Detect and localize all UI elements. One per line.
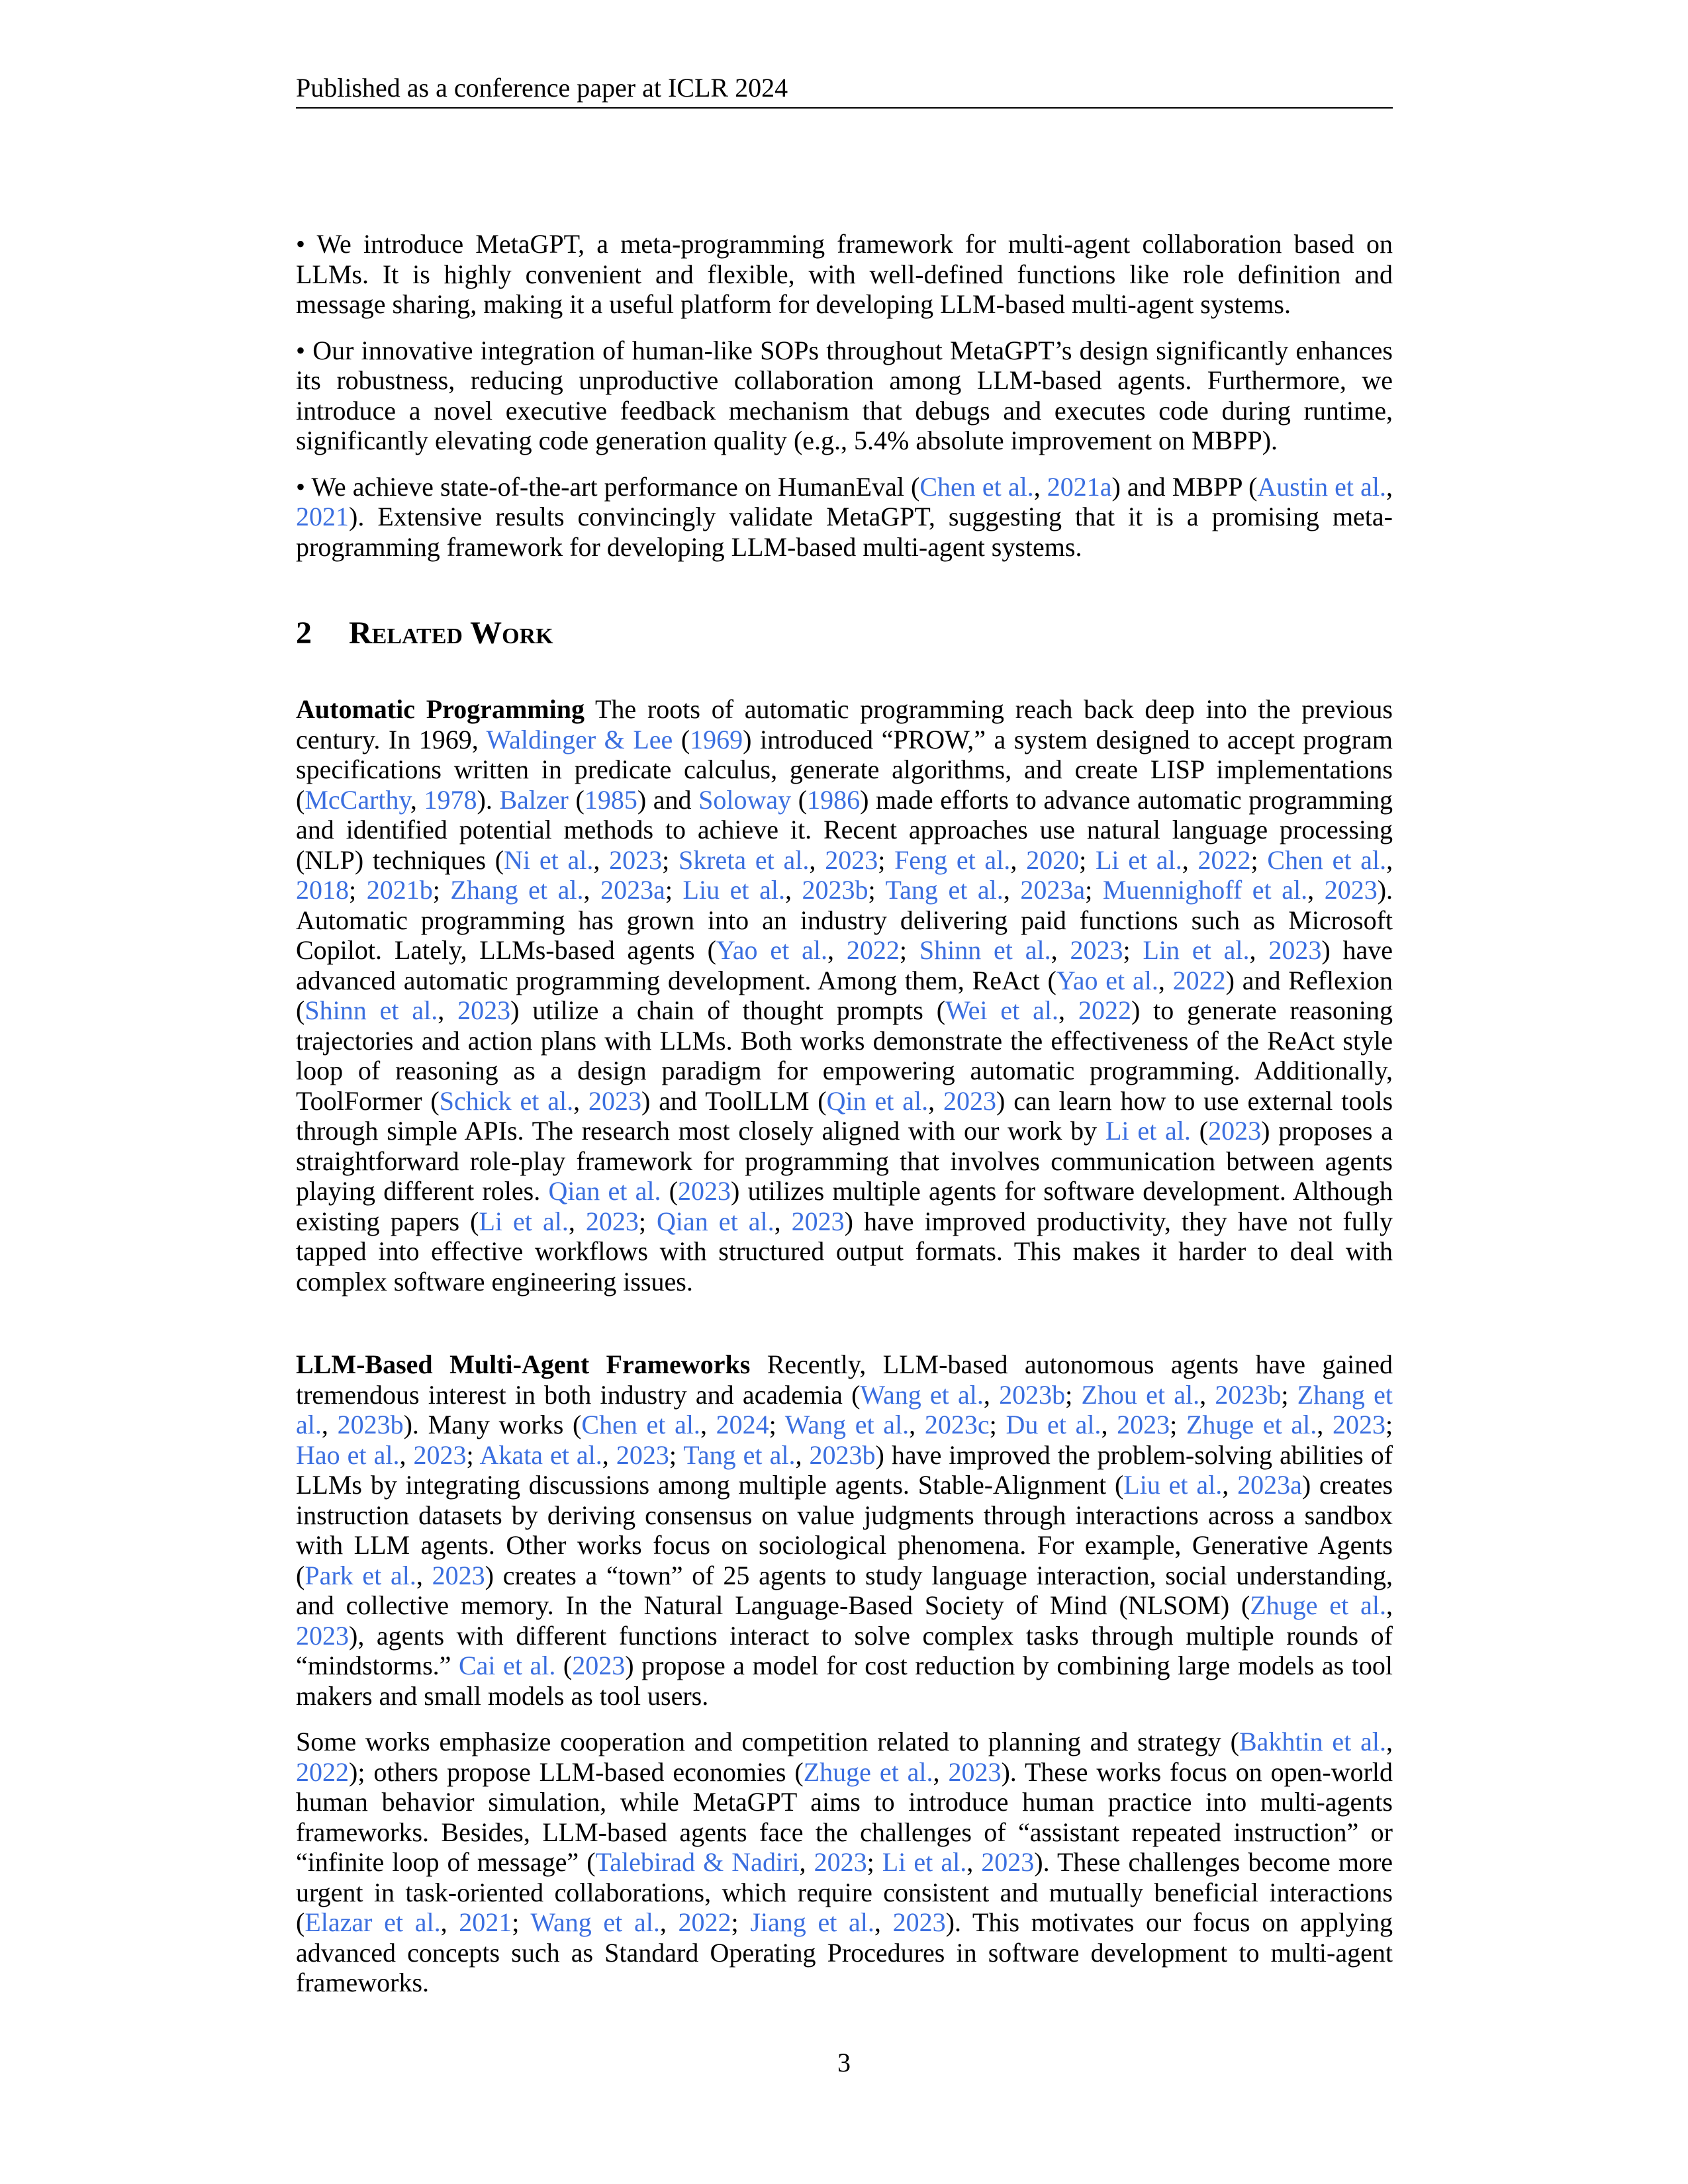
text-run: , bbox=[1010, 844, 1027, 875]
text-run: ) utilizes multiple agents for software development. Although existing papers ( bbox=[296, 1176, 1393, 1236]
citation-link[interactable]: 2022 bbox=[846, 935, 900, 965]
text-run: , bbox=[809, 844, 825, 875]
citation-link[interactable]: 2021 bbox=[459, 1907, 512, 1937]
citation-link[interactable]: 2023 bbox=[585, 1206, 639, 1236]
text-run: , bbox=[399, 1439, 414, 1470]
text-run: ( bbox=[568, 784, 585, 815]
text-run: , bbox=[1249, 935, 1269, 965]
text-run: ) have advanced automatic programming development. Among them, ReAct ( bbox=[296, 935, 1393, 995]
citation-link[interactable]: Wei et al. bbox=[945, 995, 1059, 1025]
citation-link[interactable]: Zhuge et al. bbox=[803, 1756, 933, 1787]
citation-link[interactable]: 2023 bbox=[1332, 1410, 1385, 1439]
text-run: ; bbox=[665, 875, 683, 905]
text-run: , bbox=[1158, 965, 1173, 995]
citation-link[interactable]: 2023 bbox=[791, 1206, 845, 1236]
text-run: ), agents with different functions interact to solve complex tasks through multiple rounds of “mindstorms.” bbox=[296, 1620, 1393, 1680]
citation-link[interactable]: Talebirad & Nadiri bbox=[595, 1847, 800, 1877]
citation-link[interactable]: Tang et al. bbox=[885, 875, 1004, 905]
text-run: , bbox=[593, 844, 610, 875]
text-run: , bbox=[438, 995, 458, 1025]
text-run: ( bbox=[791, 784, 808, 815]
citation-link[interactable]: Skreta et al. bbox=[678, 844, 810, 875]
text-run: ) introduced “PROW,” a system designed to accept program specifications written in predicate calculus, generate algorithms, and create LISP implementations ( bbox=[296, 724, 1393, 815]
citation-link[interactable]: Li et al. bbox=[882, 1847, 967, 1877]
text-run: ; bbox=[878, 844, 895, 875]
citation-link[interactable]: Muennighoff et al. bbox=[1102, 875, 1308, 905]
citation-link[interactable]: Elazar et al. bbox=[305, 1907, 441, 1937]
text-run: ) creates instruction datasets by deriving consensus on value judgments through interactions across a sandbox with LLM agents. Other works focus on sociological phenomena. For example, Generative Agents ( bbox=[296, 1470, 1393, 1590]
citation-link[interactable]: 2023 bbox=[943, 1085, 997, 1116]
citation-link[interactable]: Zhuge et al. bbox=[1186, 1410, 1317, 1439]
citation-link[interactable]: 2023a bbox=[1237, 1470, 1302, 1500]
text-run: ; bbox=[899, 935, 919, 965]
citation-link[interactable]: 2023 bbox=[825, 844, 878, 875]
text-run: ) and Reflexion ( bbox=[296, 965, 1393, 1025]
citation-link[interactable]: 2023 bbox=[1117, 1410, 1170, 1439]
citation-link[interactable]: Wang et al. bbox=[784, 1410, 910, 1439]
text-run: ). These challenges become more urgent in task-oriented collaborations, which require consistent and mutually beneficial interactions ( bbox=[296, 1847, 1393, 1937]
text-run: , bbox=[583, 875, 601, 905]
text-run: , bbox=[1222, 1470, 1238, 1500]
citation-link[interactable]: Yao et al. bbox=[1056, 965, 1158, 995]
text-run: , bbox=[1386, 1727, 1393, 1756]
citation-link[interactable]: 2023a bbox=[600, 875, 665, 905]
citation-link[interactable]: Zhang et al. bbox=[450, 875, 584, 905]
text-run: ) have improved productivity, they have not fully tapped into effective workflows with structured output formats. This makes it harder to deal with complex software engineering issues. bbox=[296, 1206, 1393, 1297]
text-run: , bbox=[774, 1206, 792, 1236]
citation-link[interactable]: 2021b bbox=[366, 875, 433, 905]
citation-link[interactable]: 1986 bbox=[807, 784, 861, 815]
text-run: ) can learn how to use external tools through simple APIs. The research most closely aligned with our work by bbox=[296, 1085, 1393, 1146]
citation-link[interactable]: 2023 bbox=[1324, 875, 1378, 905]
citation-link[interactable]: Du et al. bbox=[1006, 1410, 1102, 1439]
text-run: , bbox=[1386, 1590, 1393, 1620]
section-title: Related Work bbox=[349, 615, 553, 651]
citation-link[interactable]: 2023c bbox=[924, 1410, 990, 1439]
citation-link[interactable]: Qian et al. bbox=[657, 1206, 774, 1236]
citation-link[interactable]: Li et al. bbox=[1105, 1116, 1191, 1146]
citation-link[interactable]: Tang et al. bbox=[683, 1439, 796, 1470]
text-run: ; bbox=[1281, 1379, 1297, 1410]
text-run: ) made efforts to advance automatic programming and identified potential methods to achieve it. Recent approaches use natural language processing (NLP) techniques ( bbox=[296, 784, 1393, 875]
text-run: ) and bbox=[637, 784, 699, 815]
citation-link[interactable]: Akata et al. bbox=[479, 1439, 602, 1470]
text-run: , bbox=[1317, 1410, 1333, 1439]
citation-link[interactable]: Chen et al. bbox=[1267, 844, 1387, 875]
text-run: , bbox=[1307, 875, 1325, 905]
citation-link[interactable]: Qin et al. bbox=[826, 1085, 929, 1116]
text-run: ; bbox=[1123, 935, 1143, 965]
citation-link[interactable]: 2023b bbox=[809, 1439, 876, 1470]
text-run: ( bbox=[661, 1176, 679, 1206]
text-run: Recently, LLM-based autonomous agents have gained tremendous interest in both industry and academia ( bbox=[296, 1349, 1393, 1410]
citation-link[interactable]: Li et al. bbox=[1095, 844, 1182, 875]
text-run: ; bbox=[868, 875, 886, 905]
citation-link[interactable]: 1969 bbox=[690, 724, 743, 754]
paragraph-heading: LLM-Based Multi-Agent Frameworks bbox=[296, 1349, 751, 1379]
citation-link[interactable]: 2022 bbox=[1078, 995, 1131, 1025]
section-number: 2 bbox=[296, 615, 312, 651]
citation-link[interactable]: 2018 bbox=[296, 875, 349, 905]
citation-link[interactable]: Liu et al. bbox=[682, 875, 785, 905]
citation-link[interactable]: 2023b bbox=[802, 875, 868, 905]
citation-link[interactable]: 2023 bbox=[678, 1176, 731, 1206]
text-run: , bbox=[659, 1907, 679, 1937]
text-run: , bbox=[933, 1756, 949, 1787]
citation-link[interactable]: Cai et al. bbox=[458, 1651, 556, 1680]
citation-link[interactable]: 2022 bbox=[1172, 965, 1226, 995]
text-run: ; bbox=[466, 1439, 480, 1470]
citation-link[interactable]: 2022 bbox=[678, 1907, 731, 1937]
paragraph-multi-agent-frameworks bbox=[296, 1349, 1393, 1711]
citation-link[interactable]: 2023 bbox=[432, 1560, 485, 1590]
text-run: ; bbox=[432, 875, 451, 905]
text-run: ) propose a model for cost reduction by combining large models as tool makers and small models as tool users. bbox=[296, 1651, 1393, 1711]
text-run: ; bbox=[1085, 875, 1103, 905]
text-run: , bbox=[909, 1410, 925, 1439]
citation-link[interactable]: 2023 bbox=[588, 1085, 642, 1116]
text-run: ) creates a “town” of 25 agents to study language interaction, social understanding, and collective memory. In the Natural Language-Based Society of Mind (NLSOM) ( bbox=[296, 1560, 1393, 1620]
text-run: ( bbox=[1190, 1116, 1209, 1146]
text-run: ; bbox=[867, 1847, 882, 1877]
citation-link[interactable]: Liu et al. bbox=[1123, 1470, 1223, 1500]
text-run: ). This motivates our focus on applying advanced concepts such as Standard Operating Procedures in software development to multi-agent frameworks. bbox=[296, 1907, 1393, 1997]
text-run: ( bbox=[555, 1651, 573, 1680]
text-run: , bbox=[827, 935, 847, 965]
text-run: ; bbox=[512, 1907, 531, 1937]
contribution-3 bbox=[296, 472, 1393, 563]
citation-link[interactable]: 2023b bbox=[1215, 1379, 1282, 1410]
text-run: , bbox=[573, 1085, 589, 1116]
text-run: , bbox=[568, 1206, 586, 1236]
text-run: , bbox=[440, 1907, 459, 1937]
text-run: ). Extensive results convincingly validate MetaGPT, suggesting that it is a promising meta-programming framework for developing LLM-based multi-agent systems. bbox=[296, 502, 1393, 562]
text-run: , bbox=[321, 1410, 338, 1439]
citation-link[interactable]: 2023 bbox=[413, 1439, 467, 1470]
citation-link[interactable]: 1985 bbox=[584, 784, 637, 815]
text-run: ; bbox=[669, 1439, 684, 1470]
paragraph-automatic-programming bbox=[296, 694, 1393, 1297]
citation-link[interactable]: 2023b bbox=[999, 1379, 1066, 1410]
citation-link[interactable]: 2023 bbox=[572, 1651, 626, 1680]
citation-link[interactable]: 2023 bbox=[892, 1907, 946, 1937]
citation-link[interactable]: Lin et al. bbox=[1143, 935, 1250, 965]
citation-link[interactable]: 2023 bbox=[948, 1756, 1002, 1787]
text-run: , bbox=[1058, 995, 1078, 1025]
citation-link[interactable]: Zhuge et al. bbox=[1250, 1590, 1387, 1620]
text-run: , bbox=[1033, 471, 1047, 502]
citation-link[interactable]: Zhou et al. bbox=[1081, 1379, 1200, 1410]
text-run: ; bbox=[1385, 1410, 1393, 1439]
text-run: , bbox=[795, 1439, 810, 1470]
citation-link[interactable]: 2021 bbox=[296, 502, 349, 531]
running-header: Published as a conference paper at ICLR 2024 bbox=[296, 71, 1393, 109]
citation-link[interactable]: 2023 bbox=[609, 844, 663, 875]
text-run: , bbox=[928, 1085, 944, 1116]
text-run: , bbox=[602, 1439, 616, 1470]
text-run: ) proposes a straightforward role-play framework for programming that involves communication between agents playing different roles. bbox=[296, 1116, 1393, 1206]
text-run: ) to generate reasoning trajectories and action plans with LLMs. Both works demonstrate the effectiveness of the ReAct style loop of reasoning as a design paradigm for empowering automatic programming. Additionally, ToolFormer ( bbox=[296, 995, 1393, 1116]
text-run: ; bbox=[662, 844, 679, 875]
citation-link[interactable]: 2022 bbox=[296, 1756, 349, 1787]
citation-link[interactable]: 2023 bbox=[616, 1439, 669, 1470]
citation-link[interactable]: Chen et al. bbox=[581, 1410, 700, 1439]
citation-link[interactable]: Jiang et al. bbox=[750, 1907, 874, 1937]
citation-link[interactable]: Wang et al. bbox=[530, 1907, 660, 1937]
text-run: , bbox=[416, 1560, 432, 1590]
text-run: , bbox=[1386, 844, 1393, 875]
text-run: ; bbox=[1170, 1410, 1186, 1439]
citation-link[interactable]: Austin et al. bbox=[1257, 471, 1386, 502]
text-run: ). Many works ( bbox=[403, 1410, 582, 1439]
text-run: , bbox=[700, 1410, 716, 1439]
citation-link[interactable]: 2023 bbox=[1268, 935, 1322, 965]
text-run: ; bbox=[638, 1206, 657, 1236]
text-run: Some works emphasize cooperation and competition related to planning and strategy ( bbox=[296, 1727, 1239, 1756]
text-run: ; bbox=[1079, 844, 1096, 875]
text-run: ) and ToolLLM ( bbox=[641, 1085, 827, 1116]
citation-link[interactable]: Hao et al. bbox=[296, 1439, 400, 1470]
citation-link[interactable]: 2020 bbox=[1026, 844, 1080, 875]
text-run: , bbox=[983, 1379, 1000, 1410]
text-run: ( bbox=[673, 724, 690, 754]
citation-link[interactable]: 2022 bbox=[1197, 844, 1251, 875]
citation-link[interactable]: 2021a bbox=[1047, 471, 1112, 502]
text-run: ; bbox=[1250, 844, 1268, 875]
text-run: , bbox=[799, 1847, 814, 1877]
text-run: , bbox=[1051, 935, 1070, 965]
contribution-1: • We introduce MetaGPT, a meta-programming framework for multi-agent collaboration based on LLMs. It is highly convenient and flexible, with well-defined functions like role definition and message sharing, making it a useful platform for developing LLM-based multi-agent systems. bbox=[296, 229, 1393, 319]
citation-link[interactable]: Shinn et al. bbox=[919, 935, 1051, 965]
citation-link[interactable]: Ni et al. bbox=[504, 844, 594, 875]
citation-link[interactable]: Waldinger & Lee bbox=[486, 724, 673, 754]
citation-link[interactable]: 2023b bbox=[337, 1410, 404, 1439]
text-run: The roots of automatic programming reach back deep into the previous century. In 1969, bbox=[296, 694, 1393, 754]
text-run: ; bbox=[1065, 1379, 1082, 1410]
citation-link[interactable]: Park et al. bbox=[305, 1560, 416, 1590]
section-heading bbox=[296, 615, 1393, 652]
text-run: ; bbox=[731, 1907, 751, 1937]
citation-link[interactable]: 2023 bbox=[981, 1847, 1035, 1877]
text-run: , bbox=[1182, 844, 1198, 875]
text-run: • We achieve state-of-the-art performance on HumanEval ( bbox=[296, 471, 920, 502]
page-body bbox=[296, 229, 1393, 1998]
text-run: ). Automatic programming has grown into an industry delivering paid functions such as Microsoft Copilot. Lately, LLMs-based agents ( bbox=[296, 875, 1393, 965]
text-run: ). bbox=[477, 784, 500, 815]
citation-link[interactable]: Feng et al. bbox=[894, 844, 1011, 875]
text-run: , bbox=[1003, 875, 1021, 905]
citation-link[interactable]: 2024 bbox=[716, 1410, 769, 1439]
citation-link[interactable]: Schick et al. bbox=[439, 1085, 574, 1116]
text-run: , bbox=[1199, 1379, 1215, 1410]
citation-link[interactable]: 1978 bbox=[424, 784, 477, 815]
citation-link[interactable]: Zhang et al. bbox=[296, 1379, 1393, 1439]
citation-link[interactable]: 2023 bbox=[296, 1620, 349, 1651]
citation-link[interactable]: Bakhtin et al. bbox=[1239, 1727, 1386, 1756]
text-run: , bbox=[874, 1907, 893, 1937]
citation-link[interactable]: 2023 bbox=[814, 1847, 867, 1877]
text-run: , bbox=[1386, 471, 1393, 502]
text-run: ; bbox=[349, 875, 367, 905]
citation-link[interactable]: Wang et al. bbox=[860, 1379, 984, 1410]
citation-link[interactable]: Shinn et al. bbox=[305, 995, 438, 1025]
citation-link[interactable]: 2023 bbox=[1208, 1116, 1262, 1146]
text-run: , bbox=[784, 875, 802, 905]
text-run: , bbox=[966, 1847, 982, 1877]
text-run: ). These works focus on open-world human behavior simulation, while MetaGPT aims to introduce human practice into multi-agents frameworks. Besides, LLM-based agents face the challenges of “assistant repeated instruction” or “infinite loop of message” ( bbox=[296, 1756, 1393, 1877]
paragraph-heading: Automatic Programming bbox=[296, 694, 585, 724]
citation-link[interactable]: 2023a bbox=[1020, 875, 1086, 905]
text-run: ) have improved the problem-solving abilities of LLMs by integrating discussions among multiple agents. Stable-Alignment ( bbox=[296, 1439, 1393, 1500]
text-run: , bbox=[1101, 1410, 1117, 1439]
text-run: ; bbox=[989, 1410, 1006, 1439]
citation-link[interactable]: 2023 bbox=[457, 995, 511, 1025]
text-run: ) utilize a chain of thought prompts ( bbox=[510, 995, 946, 1025]
paragraph-cooperation bbox=[296, 1727, 1393, 1998]
citation-link[interactable]: Chen et al. bbox=[919, 471, 1034, 502]
text-run: ); others propose LLM-based economies ( bbox=[349, 1756, 804, 1787]
page-number: 3 bbox=[837, 2048, 851, 2077]
text-run: ) and MBPP ( bbox=[1111, 471, 1258, 502]
citation-link[interactable]: Soloway bbox=[698, 784, 792, 815]
citation-link[interactable]: 2023 bbox=[1070, 935, 1123, 965]
text-run: , bbox=[410, 784, 424, 815]
contribution-2: • Our innovative integration of human-like SOPs throughout MetaGPT’s design significantly enhances its robustness, reducing unproductive collaboration among LLM-based agents. Furthermore, we introduce a novel executive feedback mechanism that debugs and executes code during runtime, significantly elevating code generation quality (e.g., 5.4% absolute improvement on MBPP). bbox=[296, 335, 1393, 455]
citation-link[interactable]: Qian et al. bbox=[548, 1176, 661, 1206]
citation-link[interactable]: Balzer bbox=[499, 784, 569, 815]
citation-link[interactable]: Li et al. bbox=[479, 1206, 569, 1236]
citation-link[interactable]: McCarthy bbox=[305, 784, 410, 815]
text-run: ; bbox=[769, 1410, 785, 1439]
citation-link[interactable]: Yao et al. bbox=[716, 935, 828, 965]
